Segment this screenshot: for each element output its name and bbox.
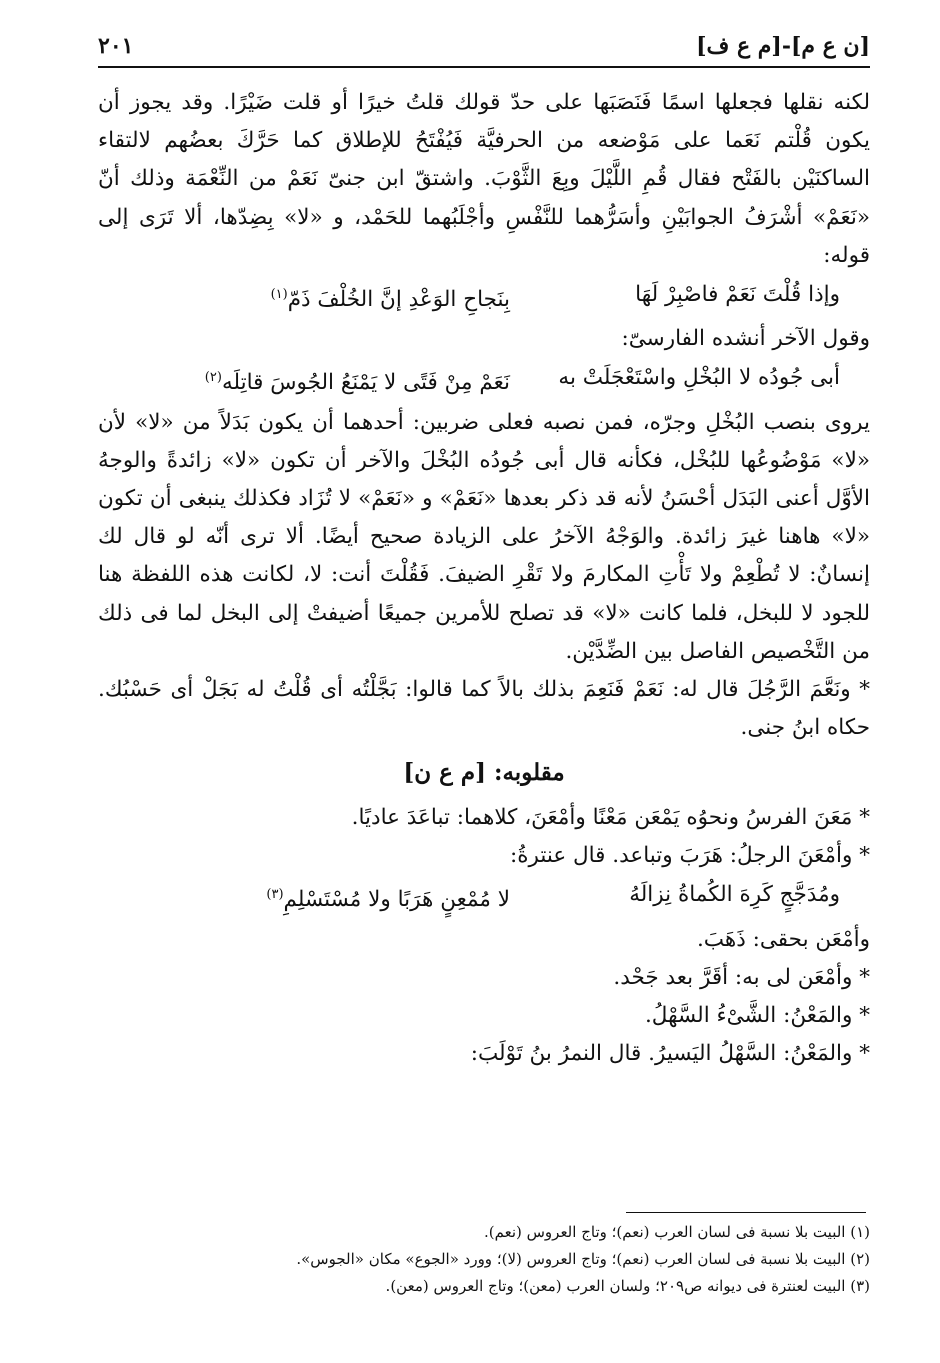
verse-line [98, 275, 870, 320]
page-number: ٢٠١ [98, 33, 134, 59]
entry: * مَعَنَ الفرسُ ونحوُه يَمْعَن مَعْنًا وأمْعَنَ، كلاهما: تباعَدَ عاديًا. [351, 805, 870, 831]
verse-line [98, 358, 870, 403]
paragraph: لكنه نقلها فجعلها اسمًا فَنَصَبَها على حدّ قولك قلتُ خيرًا أو قلت ضَيْرًا. وقد يجوز أن يكون قُلْتم نَعَما على مَوْضعه من الحرفيَّة فَيُفْتَحُ للإطلاق كما حَرَّكَ بعضُهم لالتقاء الساكنَيْن بالفَتْح فقال قُمِ اللَّيْلَ وبِعَ الثَّوْبَ. واشتقّ ابن جنىّ نَعَمْ من النِّعْمَة وذلك أنّ «نَعَمْ» أشْرَفُ الجوابَيْنِ وأسَرُّهما للنَّفْسِ وأجْلَبُهما للحَمْد، و «لا» بِضِدّها، ألا تَرَى إلى قوله: [98, 90, 870, 268]
footnote-ref: (٣) [266, 887, 284, 903]
footnote-rule [626, 1212, 866, 1213]
footnotes [98, 1219, 870, 1300]
footnote: (١) البيت بلا نسبة فى لسان العرب (نعم)؛ وتاج العروس (نعم). [483, 1223, 870, 1241]
footnote: (٢) البيت بلا نسبة فى لسان العرب (نعم)؛ وتاج العروس (لا)؛ وورد «الجوع» مكان «الجوس». [296, 1250, 870, 1268]
footnote-ref: (٢) [204, 370, 222, 386]
paragraph: يروى بنصب البُخْلِ وجرّه، فمن نصبه فعلى ضربين: أحدهما أن يكون بَدَلاً من «لا» لأن «لا» مَوْضُوعُها للبُخْل، فكأنه قال أبى جُودُه البُخْلَ والآخر أن تكون «لا» زائدةً والوجهُ الأوَّل أعنى البَدَل أحْسَنُ لأنه قد ذكر بعدها «نَعَمْ» و «نَعَمْ» لا تُزَاد فكذلك ينبغى أن تكون «لا» هاهنا غيرَ زائدة. والوَجْهُ الآخرُ على الزيادة صحيح أيضًا. ألا ترى أنّه لو قال لك إنسانٌ: لا تُطْعِمْ ولا تَأْتِ المكارمَ ولا تَقْرِ الضيفَ. فَقُلْتَ أنت: لا، لكانت هذه اللفظة هنا للجود لا للبخل، فلما كانت «لا» قد تصلح للأمرين جميعًا أضيفتْ إلى البخل لما فى ذلك من التَّخْصيص الفاصل بين الضِّدَّيْن. [98, 409, 871, 664]
entry: وأمْعَن بحقى: ذَهَبَ. [696, 926, 870, 952]
page-body [98, 84, 870, 1073]
verse-hemistich: نَعَمْ مِنْ فَتًى لا يَمْنَعُ الجُوسَ قاتِلَه$^{(٢)}$ [204, 370, 510, 396]
paragraph: * ونَعَّمَ الرَّجُلَ قال له: نَعَمْ فَنَعِمَ بذلك بالاً كما قالوا: بَجَّلْتُه أى قُلْتُ له بَجَلْ أى حَسْبُك. حكاه ابنُ جنى. [98, 676, 870, 741]
verse-hemistich: وإذا قُلْتَ نَعَمْ فاصْبِرْ لَهَا [635, 282, 840, 308]
root-label: [ن ع م]-[م ع ف] [696, 33, 870, 59]
entry: * وأمْعَن لى به: أقَرَّ بعد جَحْد. [613, 964, 870, 990]
verse-hemistich: أبى جُودُه لا البُخْلِ واسْتَعْجَلَتْ به [558, 365, 840, 391]
paragraph: وقول الآخر أنشده الفارسىّ: [621, 326, 870, 352]
verse-hemistich: ومُدَجَّجٍ كَرِهَ الكُماةُ نِزالَهُ [629, 882, 840, 908]
page-header [98, 30, 870, 62]
footnote-ref: (١) [270, 287, 288, 303]
footnote: (٣) البيت لعنترة فى ديوانه ص٢٠٩؛ ولسان العرب (معن)؛ وتاج العروس (معن). [385, 1277, 870, 1295]
verse-hemistich: بِنَجاحِ الوَعْدِ إنَّ الخُلْفَ ذَمّ$^{(١)}$ [270, 287, 510, 313]
entry: * وأمْعَنَ الرجلُ: هَرَبَ وتباعد. قال عنترةُ: [510, 843, 870, 869]
entry: * والمَعْنُ: السَّهْلُ اليَسيرُ. قال النمرُ بنُ تَوْلَبَ: [470, 1040, 870, 1066]
header-rule [98, 66, 870, 68]
verse-hemistich: لا مُمْعِنٍ هَرَبًا ولا مُسْتَسْلِمِ$^{(٣)}$ [266, 887, 510, 913]
section-title: مقلوبه: [م ع ن] [403, 759, 565, 787]
verse-line [98, 875, 870, 920]
entry: * والمَعْنُ: الشَّىْءُ السَّهْلُ. [644, 1002, 870, 1028]
